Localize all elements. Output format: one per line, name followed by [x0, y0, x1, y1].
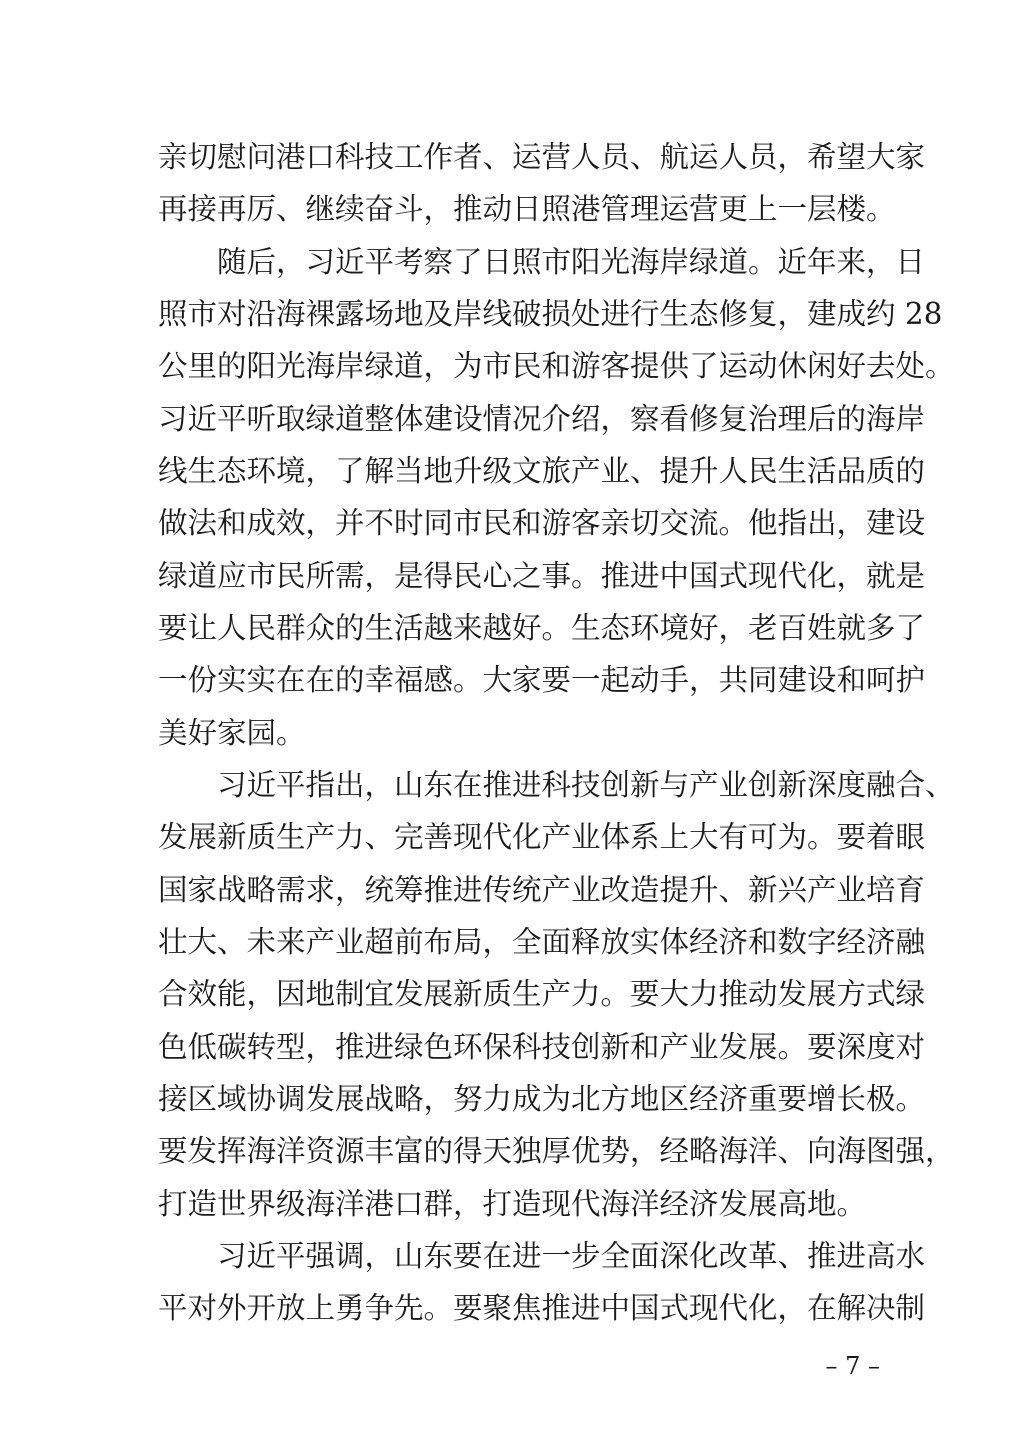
text-line: 要发挥海洋资源丰富的得天独厚优势，经略海洋、向海图强， [158, 1134, 955, 1168]
text-line: 发展新质生产力、完善现代化产业体系上大有可为。要着眼 [158, 820, 926, 854]
text-line: 线生态环境，了解当地升级文旅产业、提升人民生活品质的 [158, 454, 926, 488]
text-line: 绿道应市民所需，是得民心之事。推进中国式现代化，就是 [158, 559, 926, 593]
text-line: 美好家园。 [158, 716, 306, 750]
text-line: 要让人民群众的生活越来越好。生态环境好，老百姓就多了 [158, 611, 926, 645]
text-line: 接区域协调发展战略，努力成为北方地区经济重要增长极。 [158, 1082, 926, 1116]
text-line: 一份实实在在的幸福感。大家要一起动手，共同建设和呵护 [158, 663, 926, 697]
text-line: 色低碳转型，推进绿色环保科技创新和产业发展。要深度对 [158, 1030, 926, 1064]
text-line: 壮大、未来产业超前布局，全面释放实体经济和数字经济融 [158, 925, 926, 959]
text-line: 亲切慰问港口科技工作者、运营人员、航运人员，希望大家 [158, 140, 926, 174]
text-line: 习近平听取绿道整体建设情况介绍，察看修复治理后的海岸 [158, 402, 926, 436]
text-line: 照市对沿海裸露场地及岸线破损处进行生态修复，建成约 28 [158, 297, 943, 331]
page-number: – 7 – [825, 1352, 880, 1380]
text-line: 随后，习近平考察了日照市阳光海岸绿道。近年来，日 [217, 245, 926, 279]
text-line: 打造世界级海洋港口群，打造现代海洋经济发展高地。 [158, 1187, 867, 1221]
text-line: 再接再厉、继续奋斗，推动日照港管理运营更上一层楼。 [158, 192, 896, 226]
text-line: 国家战略需求，统筹推进传统产业改造提升、新兴产业培育 [158, 873, 926, 907]
text-line: 公里的阳光海岸绿道，为市民和游客提供了运动休闲好去处。 [158, 349, 955, 383]
text-line: 合效能，因地制宜发展新质生产力。要大力推动发展方式绿 [158, 977, 926, 1011]
text-line: 做法和成效，并不时同市民和游客亲切交流。他指出，建设 [158, 506, 926, 540]
text-line: 平对外开放上勇争先。要聚焦推进中国式现代化，在解决制 [158, 1291, 926, 1325]
text-line: 习近平指出，山东在推进科技创新与产业创新深度融合、 [217, 768, 955, 802]
text-line: 习近平强调，山东要在进一步全面深化改革、推进高水 [217, 1239, 926, 1273]
